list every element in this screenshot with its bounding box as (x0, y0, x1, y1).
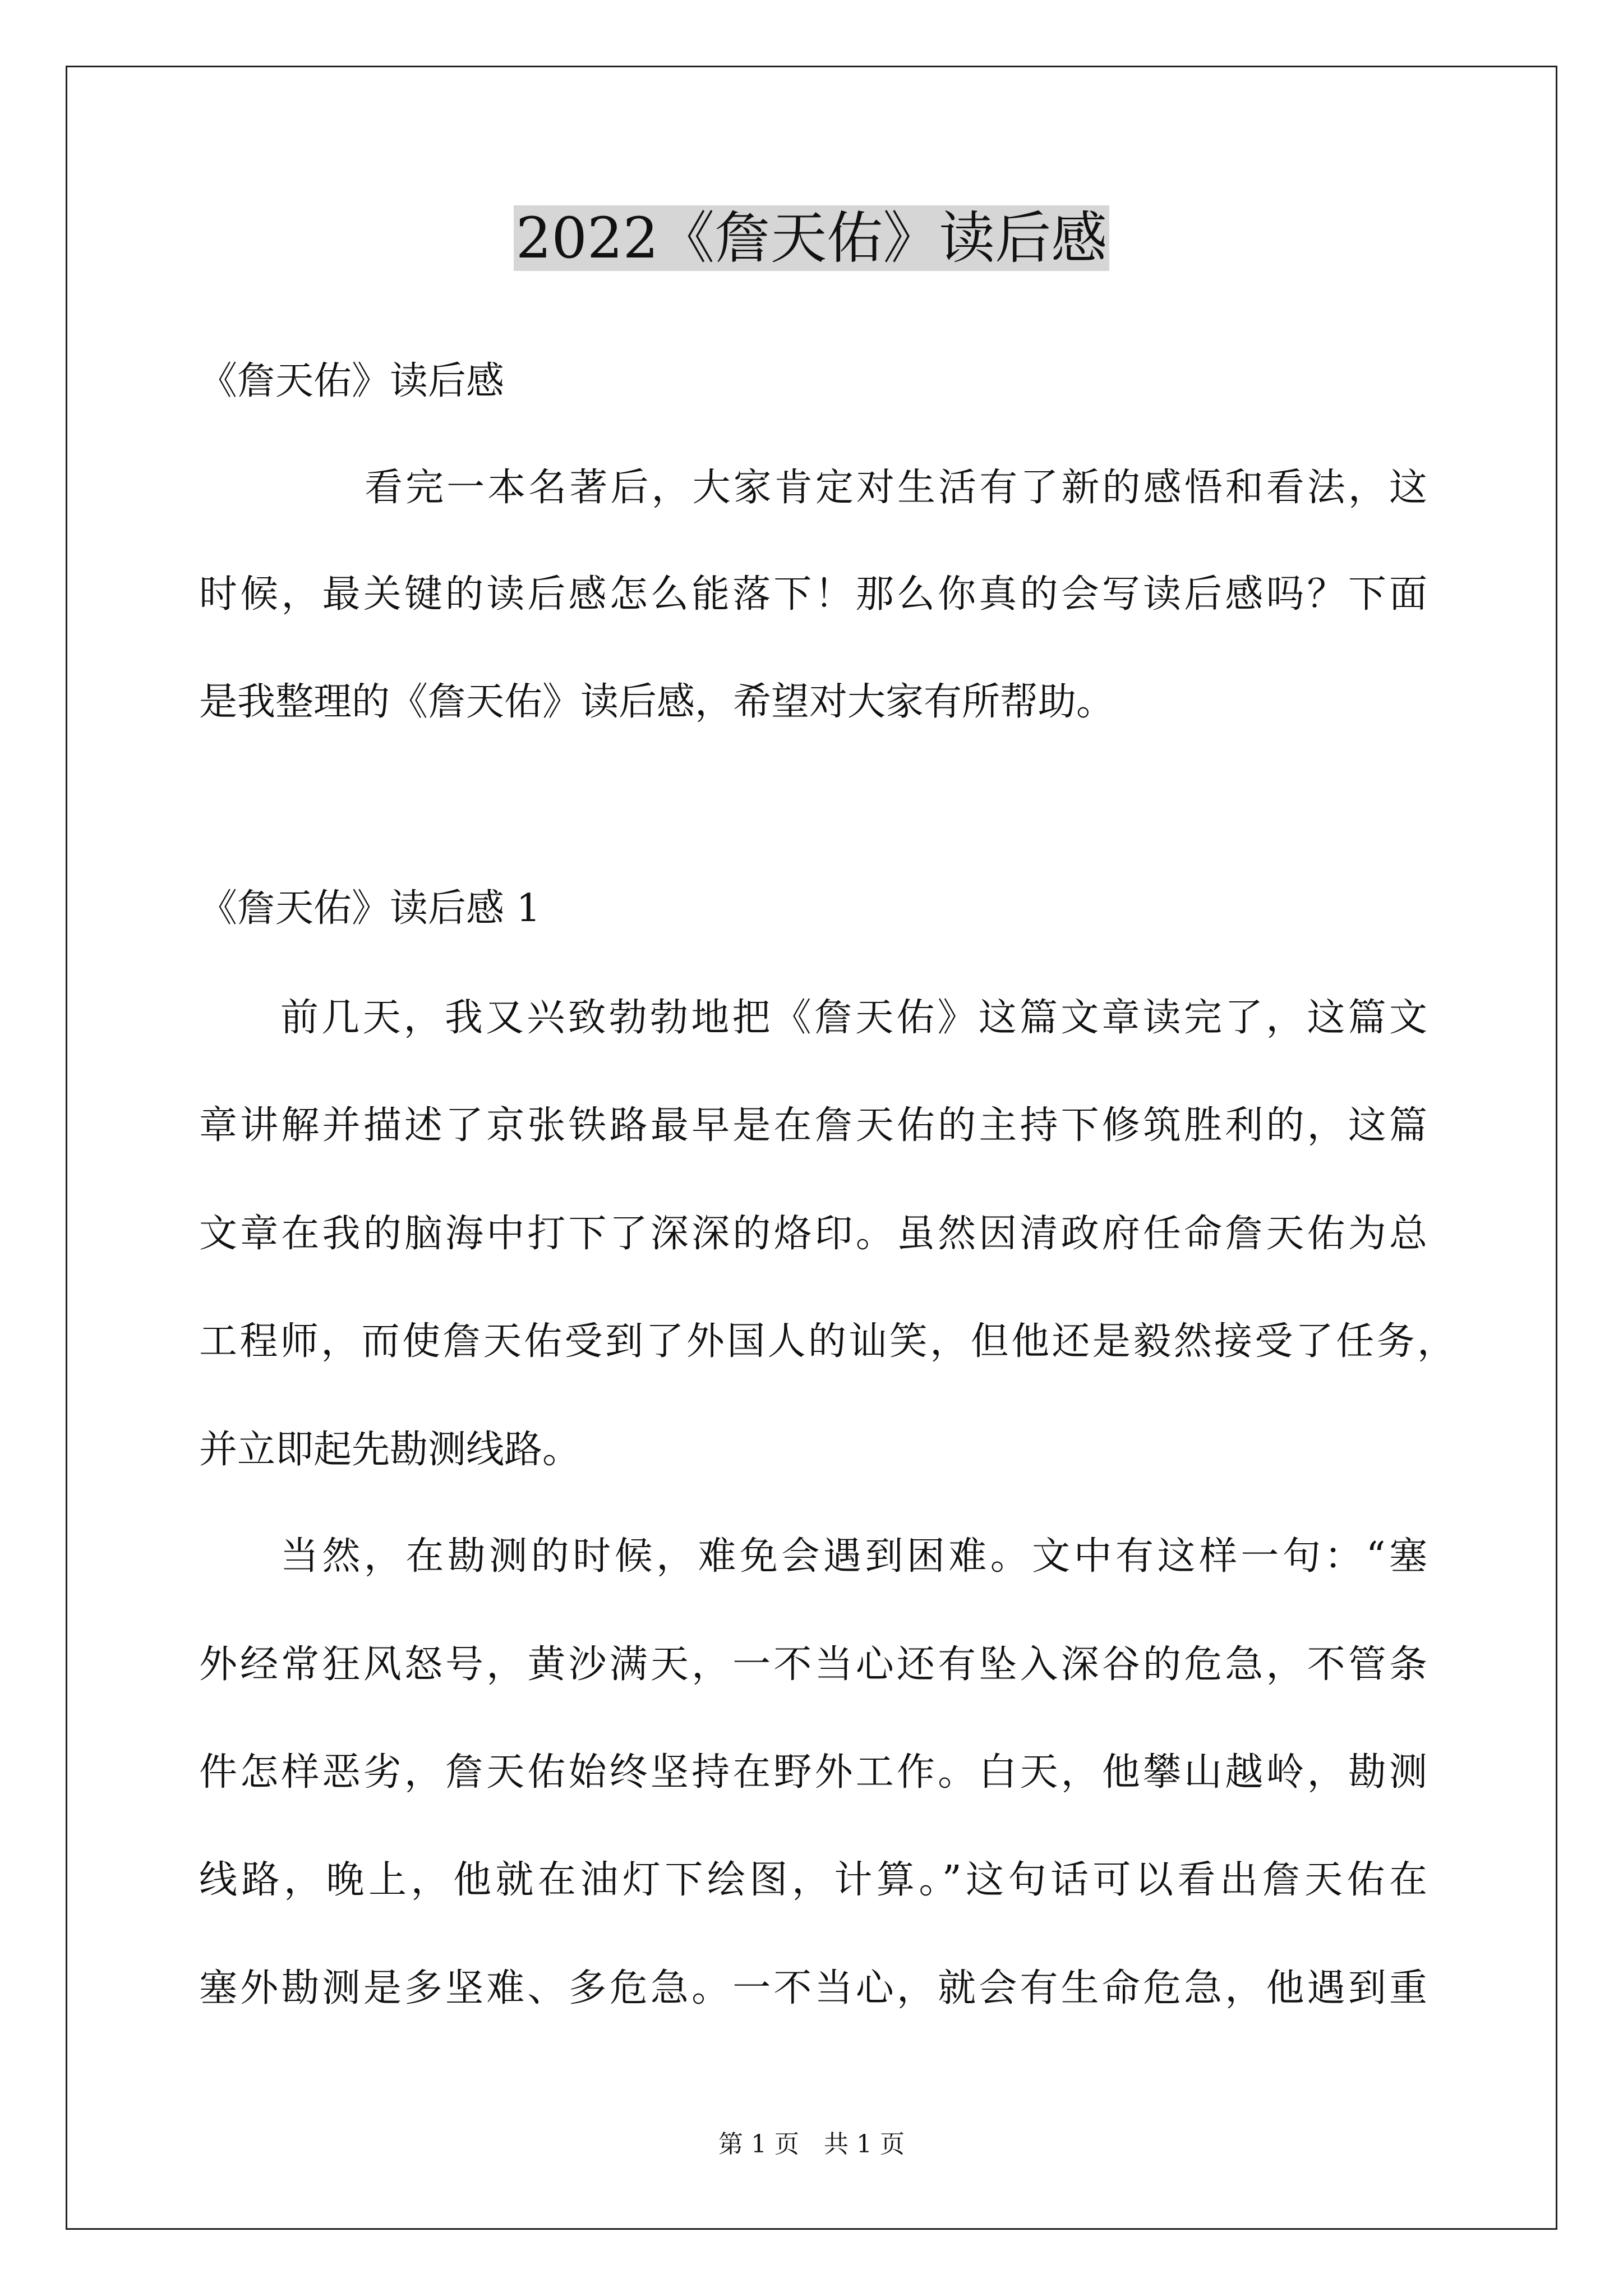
paragraph-line: 外经常狂风怒号，黄沙满天，一不当心还有坠入深谷的危急，不管条 (199, 1642, 1427, 1687)
section-heading: 《詹天佑》读后感 1 (199, 886, 541, 931)
subtitle: 《詹天佑》读后感 (199, 359, 505, 403)
paragraph-line: 并立即起先勘测线路。 (199, 1428, 581, 1472)
paragraph-line: 塞外勘测是多坚难、多危急。一不当心，就会有生命危急，他遇到重 (199, 1966, 1427, 2010)
paragraph-line: 文章在我的脑海中打下了深深的烙印。虽然因清政府任命詹天佑为总 (199, 1212, 1427, 1256)
paragraph-line: 前几天，我又兴致勃勃地把《詹天佑》这篇文章读完了，这篇文 (280, 996, 1427, 1040)
intro-line: 看完一本名著后，大家肯定对生活有了新的感悟和看法，这 (365, 466, 1427, 510)
paragraph-line: 件怎样恶劣，詹天佑始终坚持在野外工作。白天，他攀山越岭，勘测 (199, 1750, 1427, 1795)
intro-line: 时候，最关键的读后感怎么能落下！那么你真的会写读后感吗？下面 (199, 572, 1427, 616)
paragraph-line: 线路，晚上，他就在油灯下绘图，计算。”这句话可以看出詹天佑在 (199, 1858, 1427, 1902)
page-footer: 第 1 页 共 1 页 (718, 2130, 905, 2159)
paragraph-line: 当然，在勘测的时候，难免会遇到困难。文中有这样一句：“塞 (280, 1534, 1427, 1579)
paragraph-line: 工程师，而使詹天佑受到了外国人的讪笑，但他还是毅然接受了任务， (199, 1319, 1455, 1364)
document-title: 2022《詹天佑》读后感 (0, 202, 1623, 275)
paragraph-line: 章讲解并描述了京张铁路最早是在詹天佑的主持下修筑胜利的，这篇 (199, 1103, 1427, 1148)
intro-line: 是我整理的《詹天佑》读后感，希望对大家有所帮助。 (199, 680, 1115, 724)
